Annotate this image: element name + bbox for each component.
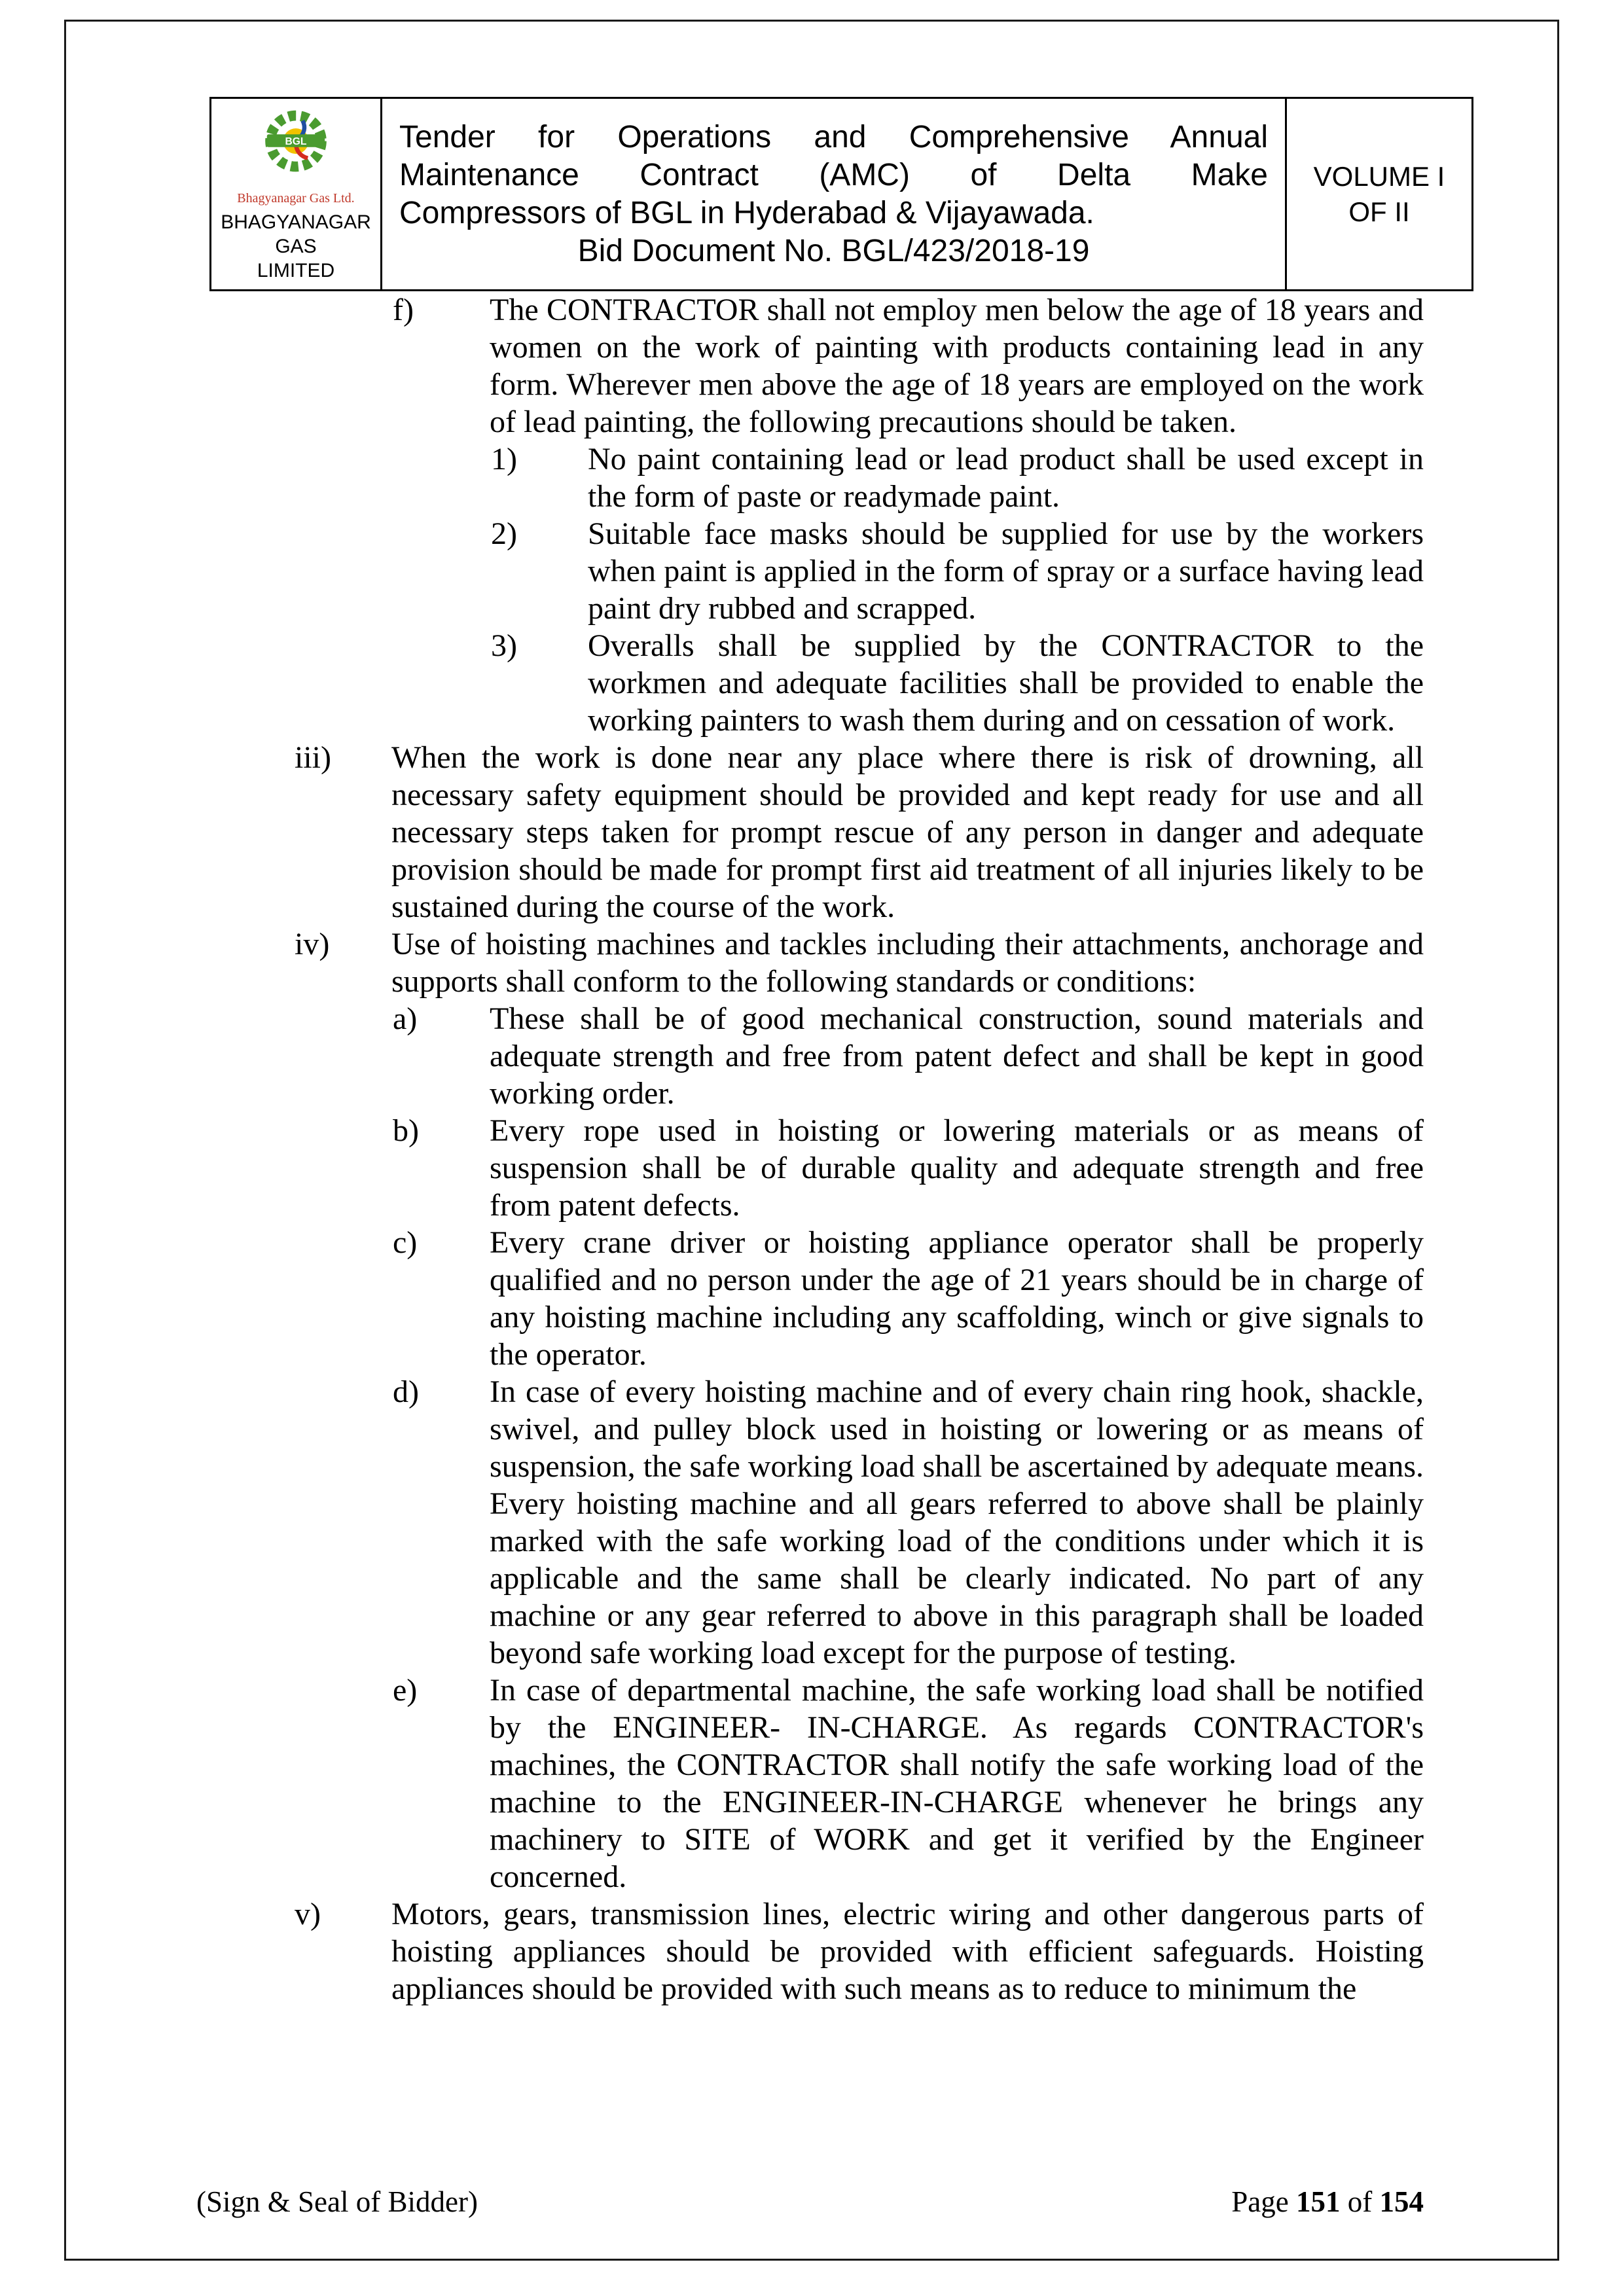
- item-label: iv): [295, 927, 330, 961]
- item-label: v): [295, 1897, 321, 1931]
- item-text: In case of every hoisting machine and of every chain ring hook, shackle, swivel, and pulley block used in hoisting or lowering or as means of suspension, the safe working load shall be ascertained by adequate means. Every hoisting machine and all gears referred to above shall be plainly marked with the safe working load of the conditions under which it is applicable and the same shall be clearly indicated. No part of any machine or any gear referred to above in this paragraph shall be loaded beyond safe working load except for the purpose of testing.: [490, 1374, 1424, 1670]
- item-label: b): [393, 1113, 419, 1148]
- volume-line1: VOLUME I: [1313, 160, 1445, 192]
- list-item: [491, 515, 1424, 627]
- logo-acronym-text: BGL: [285, 135, 307, 147]
- list-item: [393, 291, 1424, 440]
- item-text: The CONTRACTOR shall not employ men below the age of 18 years and women on the work of painting with products containing lead in any form. Wherever men above the age of 18 years are employed on the work of lead painting, the following precautions should be taken.: [490, 293, 1424, 439]
- title-cell: [382, 98, 1286, 291]
- body-content: [196, 291, 1424, 2007]
- tender-title-line1: Tender for Operations and Comprehensive Annual: [399, 119, 1268, 154]
- list-item: [393, 1224, 1424, 1373]
- tender-title-line2: Maintenance Contract (AMC) of Delta Make: [399, 157, 1268, 192]
- item-text: When the work is done near any place where there is risk of drowning, all necessary safety equipment should be provided and kept ready for use and all necessary steps taken for prompt rescue of any person in danger and adequate provision should be made for prompt first aid treatment of all injuries likely to be sustained during the course of the work.: [391, 740, 1424, 924]
- page-footer: [196, 2185, 1424, 2219]
- item-label: d): [393, 1374, 419, 1409]
- logo-cell: [211, 98, 382, 291]
- of-word: of: [1347, 2185, 1373, 2218]
- item-label: f): [393, 293, 414, 327]
- item-text: No paint containing lead or lead product shall be used except in the form of paste or readymade paint.: [588, 442, 1424, 514]
- page-total: 154: [1379, 2185, 1424, 2218]
- page-word: Page: [1231, 2185, 1289, 2218]
- list-item: [295, 925, 1424, 1000]
- item-label: 1): [491, 442, 517, 476]
- item-label: a): [393, 1001, 418, 1036]
- bid-document-number: Bid Document No. BGL/423/2018-19: [577, 233, 1090, 268]
- item-text: Motors, gears, transmission lines, electric wiring and other dangerous parts of hoisting appliances should be provided with efficient safeguards. Hoisting appliances should be provided with such means as to reduce to minimum the: [391, 1897, 1424, 2006]
- list-item: [491, 440, 1424, 515]
- list-item: [393, 1373, 1424, 1672]
- list-item: [393, 1112, 1424, 1224]
- item-label: e): [393, 1673, 418, 1708]
- item-text: Every crane driver or hoisting appliance operator shall be properly qualified and no person under the age of 21 years should be in charge of any hoisting machine including any scaffolding, winch or give signals to the operator.: [490, 1225, 1424, 1372]
- logo-tagline: Bhagyanagar Gas Ltd.: [237, 191, 355, 206]
- item-text: Overalls shall be supplied by the CONTRACTOR to the workmen and adequate facilities shall be provided to enable the working painters to wash them during and on cessation of work.: [588, 628, 1424, 738]
- company-name: [215, 210, 376, 283]
- sign-seal-text: (Sign & Seal of Bidder): [196, 2185, 478, 2218]
- header-table: [209, 97, 1473, 291]
- list-item: [295, 1895, 1424, 2007]
- volume-line2: OF II: [1348, 196, 1410, 227]
- list-item: [295, 739, 1424, 925]
- item-text: These shall be of good mechanical construction, sound materials and adequate strength and free from patent defect and shall be kept in good working order.: [490, 1001, 1424, 1111]
- company-name-line1: BHAGYANAGAR GAS: [221, 211, 371, 257]
- item-text: In case of departmental machine, the safe working load shall be notified by the ENGINEER- IN-CHARGE. As regards CONTRACTOR's machines, the CONTRACTOR shall notify the safe working load of the machine to the ENGINEER-IN-CHARGE whenever he brings any machinery to SITE of WORK and get it verified by the Engineer concerned.: [490, 1673, 1424, 1894]
- item-text: Suitable face masks should be supplied for use by the workers when paint is applied in the form of spray or a surface having lead paint dry rubbed and scrapped.: [588, 516, 1424, 626]
- item-label: c): [393, 1225, 418, 1260]
- company-name-line2: LIMITED: [257, 260, 335, 281]
- item-label: iii): [295, 740, 331, 775]
- bgl-logo-icon: [253, 105, 338, 190]
- volume-cell: [1286, 98, 1473, 291]
- tender-title-line3: Compressors of BGL in Hyderabad & Vijayawada.: [399, 195, 1094, 230]
- list-item: [393, 1000, 1424, 1112]
- item-label: 3): [491, 628, 517, 663]
- page-number: [1231, 2185, 1424, 2219]
- item-text: Every rope used in hoisting or lowering materials or as means of suspension shall be of durable quality and adequate strength and free from patent defects.: [490, 1113, 1424, 1223]
- item-text: Use of hoisting machines and tackles including their attachments, anchorage and supports shall conform to the following standards or conditions:: [391, 927, 1424, 999]
- item-label: 2): [491, 516, 517, 551]
- list-item: [393, 1672, 1424, 1895]
- list-item: [491, 627, 1424, 739]
- page-current: 151: [1296, 2185, 1341, 2218]
